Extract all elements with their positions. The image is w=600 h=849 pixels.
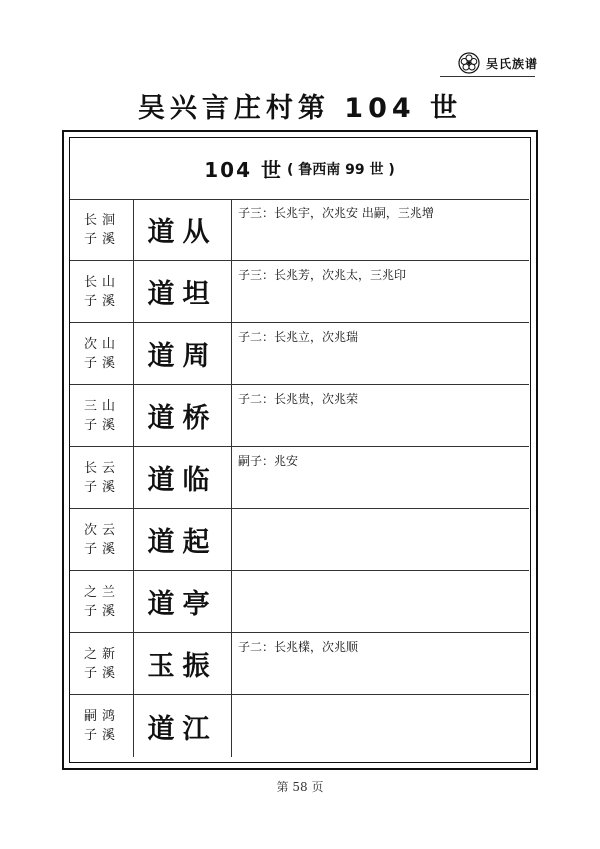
- table-rows: [70, 199, 529, 757]
- branch-cell: [70, 261, 134, 322]
- table-row: [70, 571, 529, 633]
- table-row: [70, 509, 529, 571]
- birth-rank: 三 子: [84, 398, 98, 433]
- table-row: [70, 385, 529, 447]
- person-name: 道江: [134, 695, 232, 757]
- descendants-note: 子三：长兆芳，次兆太，三兆印: [238, 268, 407, 282]
- person-name: 道亭: [134, 571, 232, 632]
- person-name: 道起: [134, 509, 232, 570]
- person-name: 道坦: [134, 261, 232, 322]
- birth-rank: 次 子: [84, 336, 98, 371]
- table-row: [70, 633, 529, 695]
- branch-name: 云 溪: [102, 460, 116, 495]
- branch-name: 洄 溪: [102, 212, 116, 247]
- birth-rank: 长 子: [84, 460, 98, 495]
- branch-cell: [70, 199, 134, 260]
- branch-name: 山 溪: [102, 398, 116, 433]
- branch-cell: [70, 695, 134, 757]
- table-row: [70, 261, 529, 323]
- branch-name: 新 溪: [102, 646, 116, 681]
- branch-name: 云 溪: [102, 522, 116, 557]
- birth-rank: 之 子: [84, 646, 98, 681]
- branch-name: 鸿 溪: [102, 709, 116, 743]
- generation-label: 104 世: [204, 158, 283, 182]
- person-name: 玉振: [134, 633, 232, 694]
- table-row: [70, 199, 529, 261]
- descendants-note: 子二：长兆立，次兆瑞: [238, 330, 359, 344]
- descendants-note: 子三：长兆宇，次兆安 出嗣，三兆增: [238, 206, 434, 220]
- table-row: [70, 447, 529, 509]
- page-title: 吴兴言庄村第 104 世: [137, 93, 463, 124]
- descendants-note: 子二：长兆贵，次兆荣: [238, 392, 359, 406]
- brand-text: 吴氏族谱: [485, 56, 538, 71]
- brand-underline: [440, 76, 535, 77]
- birth-rank: 长 子: [84, 212, 98, 247]
- branch-cell: [70, 323, 134, 384]
- table-row: [70, 323, 529, 385]
- person-name: 道桥: [134, 385, 232, 446]
- generation-sub-label: ( 鲁西南 99 世 ): [286, 161, 395, 178]
- branch-cell: [70, 509, 134, 570]
- table-row: [70, 695, 529, 757]
- birth-rank: 次 子: [84, 522, 98, 557]
- descendants-note: 子二：长兆檏，次兆顺: [238, 640, 359, 654]
- birth-rank: 长 子: [84, 274, 98, 309]
- branch-name: 兰 溪: [102, 584, 116, 619]
- branch-name: 山 溪: [102, 336, 116, 371]
- branch-cell: [70, 571, 134, 632]
- branch-cell: [70, 385, 134, 446]
- descendants-note: 嗣子：兆安: [238, 454, 299, 468]
- page-number: 第 58 页: [276, 780, 324, 794]
- person-name: 道从: [134, 199, 232, 260]
- generation-header: [70, 138, 529, 200]
- birth-rank: 之 子: [84, 584, 98, 619]
- person-name: 道周: [134, 323, 232, 384]
- branch-cell: [70, 633, 134, 694]
- clan-emblem-icon: [458, 52, 480, 74]
- brand-header: [458, 52, 538, 74]
- branch-cell: [70, 447, 134, 508]
- person-name: 道临: [134, 447, 232, 508]
- branch-name: 山 溪: [102, 274, 116, 309]
- genealogy-table: [69, 137, 531, 763]
- birth-rank: 嗣 子: [84, 709, 98, 743]
